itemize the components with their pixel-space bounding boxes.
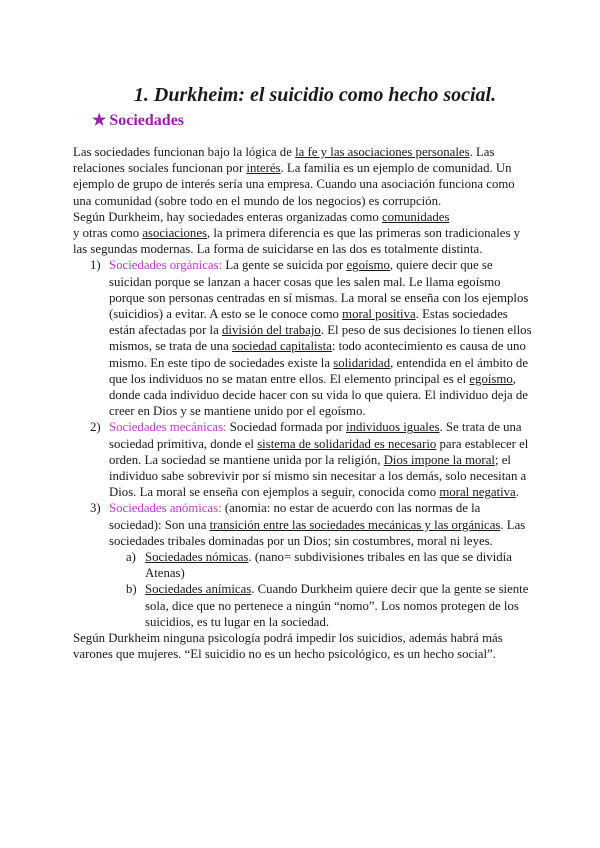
underlined-term: moral negativa xyxy=(439,485,516,500)
term-label: Sociedades mecánicas: xyxy=(109,420,227,435)
sublist-letter: a) xyxy=(126,550,136,565)
underlined-term: transición entre las sociedades mecánicas y las orgánicas xyxy=(209,517,501,532)
underlined-term: sociedad capitalista xyxy=(231,339,332,354)
term-label: Sociedades anómicas: xyxy=(109,501,222,516)
underlined-term: comunidades xyxy=(381,209,450,224)
list-number: 3) xyxy=(90,501,101,516)
star-icon: ★ xyxy=(92,112,107,129)
underlined-term: moral positiva xyxy=(342,307,416,322)
underlined-term: Sociedades nómicas xyxy=(145,550,249,565)
society-types-list xyxy=(73,257,533,549)
underlined-term: Dios impone la moral xyxy=(383,452,495,467)
underlined-term: interés xyxy=(246,161,281,176)
sublist-item-animicas: b) Sociedades anímicas. Cuando Durkheim quiere decir que la gente se siente sola, dice que no pertenece a ningún “nomo”. Los nomos protegen de los suicidios, es tu lugar en la sociedad. xyxy=(126,582,529,629)
underlined-term: Sociedades anímicas xyxy=(145,582,252,597)
underlined-term: división del trabajo xyxy=(221,323,321,338)
underlined-term: egoísmo xyxy=(469,371,513,386)
underlined-term: sistema de solidaridad es necesario xyxy=(257,436,437,451)
list-item-mecanicas: 2) Sociedades mecánicas: Sociedad formada por individuos iguales. Se trata de una sociedad primitiva, donde el sistema de solidaridad es necesario para establecer el orden. La sociedad se mantiene unida por la religión, Dios impone la moral; el individuo sabe sobrevivir por sí mismo sin necesitar a los demás, solo necesitan a Dios. La moral se enseña con ejemplos a seguir, conocida como moral negativa. xyxy=(90,420,529,500)
section-heading xyxy=(92,110,184,130)
sublist-item-nomicas: a) Sociedades nómicas. (nano= subdivisiones tribales en las que se dividía Atenas) xyxy=(126,550,512,581)
underlined-term: asociaciones xyxy=(142,226,207,241)
underlined-term: la fe y las asociaciones personales xyxy=(295,145,470,159)
underlined-term: solidaridad xyxy=(333,355,391,370)
list-item-organicas: 1) Sociedades orgánicas: La gente se suicida por egoísmo, quiere decir que se suicidan porque se lanzan a hacer cosas que les salen mal. Le llama egoísmo porque son personas centradas en sí mismas. La moral se enseña con los ejemplos (suicidios) a evitar. A esto se le conoce como moral positiva. Estas sociedades están afectadas por la división del trabajo. El peso de sus decisiones lo tienen ellos mismos, se trata de una sociedad capitalista: todo acontecimiento es causa de uno mismo. En este tipo de sociedades existe la solidaridad, entendida en el ámbito de que los individuos no se matan entre ellos. El elemento principal es el egoísmo, donde cada individuo decide hacer con su vida lo que quiera. El individuo deja de creer en Dios y se mantiene unido por el egoísmo. xyxy=(90,258,532,419)
page-title: 1. Durkheim: el suicidio como hecho social. xyxy=(133,84,497,106)
anomicas-sublist xyxy=(73,549,533,630)
list-item-anomicas: 3) Sociedades anómicas: (anomia: no estar de acuerdo con las normas de la sociedad): Son una transición entre las sociedades mecánicas y las orgánicas. Las sociedades tribales dominadas por un Dios; sin costumbres, moral ni leyes. xyxy=(90,501,526,548)
underlined-term: individuos iguales xyxy=(346,420,440,435)
intro-paragraph-1: Las sociedades funcionan bajo la lógica de la fe y las asociaciones personales. Las relaciones sociales funcionan por interés. La familia es un ejemplo de comunidad. Un ejemplo de grupo de interés sería una empresa. Cuando una asociación funciona como una comunidad (sobre todo en el mundo de los negocios) es corrupción. xyxy=(73,145,515,208)
sublist-letter: b) xyxy=(126,582,137,597)
list-number: 2) xyxy=(90,420,101,435)
intro-paragraph-2: Según Durkheim, hay sociedades enteras organizadas como comunidades y otras como asociaciones, la primera diferencia es que las primeras son tradicionales y las segundas modernas. La forma de suicidarse en las dos es totalmente distinta. xyxy=(73,209,521,257)
term-label: Sociedades orgánicas: xyxy=(109,258,223,273)
document-body xyxy=(73,144,533,663)
underlined-term: egoísmo xyxy=(346,258,390,273)
list-number: 1) xyxy=(90,258,101,273)
closing-paragraph: Según Durkheim ninguna psicología podrá impedir los suicidios, además habrá más varones que mujeres. “El suicidio no es un hecho psicológico, es un hecho social”. xyxy=(73,631,503,662)
section-heading-label: Sociedades xyxy=(109,112,185,129)
